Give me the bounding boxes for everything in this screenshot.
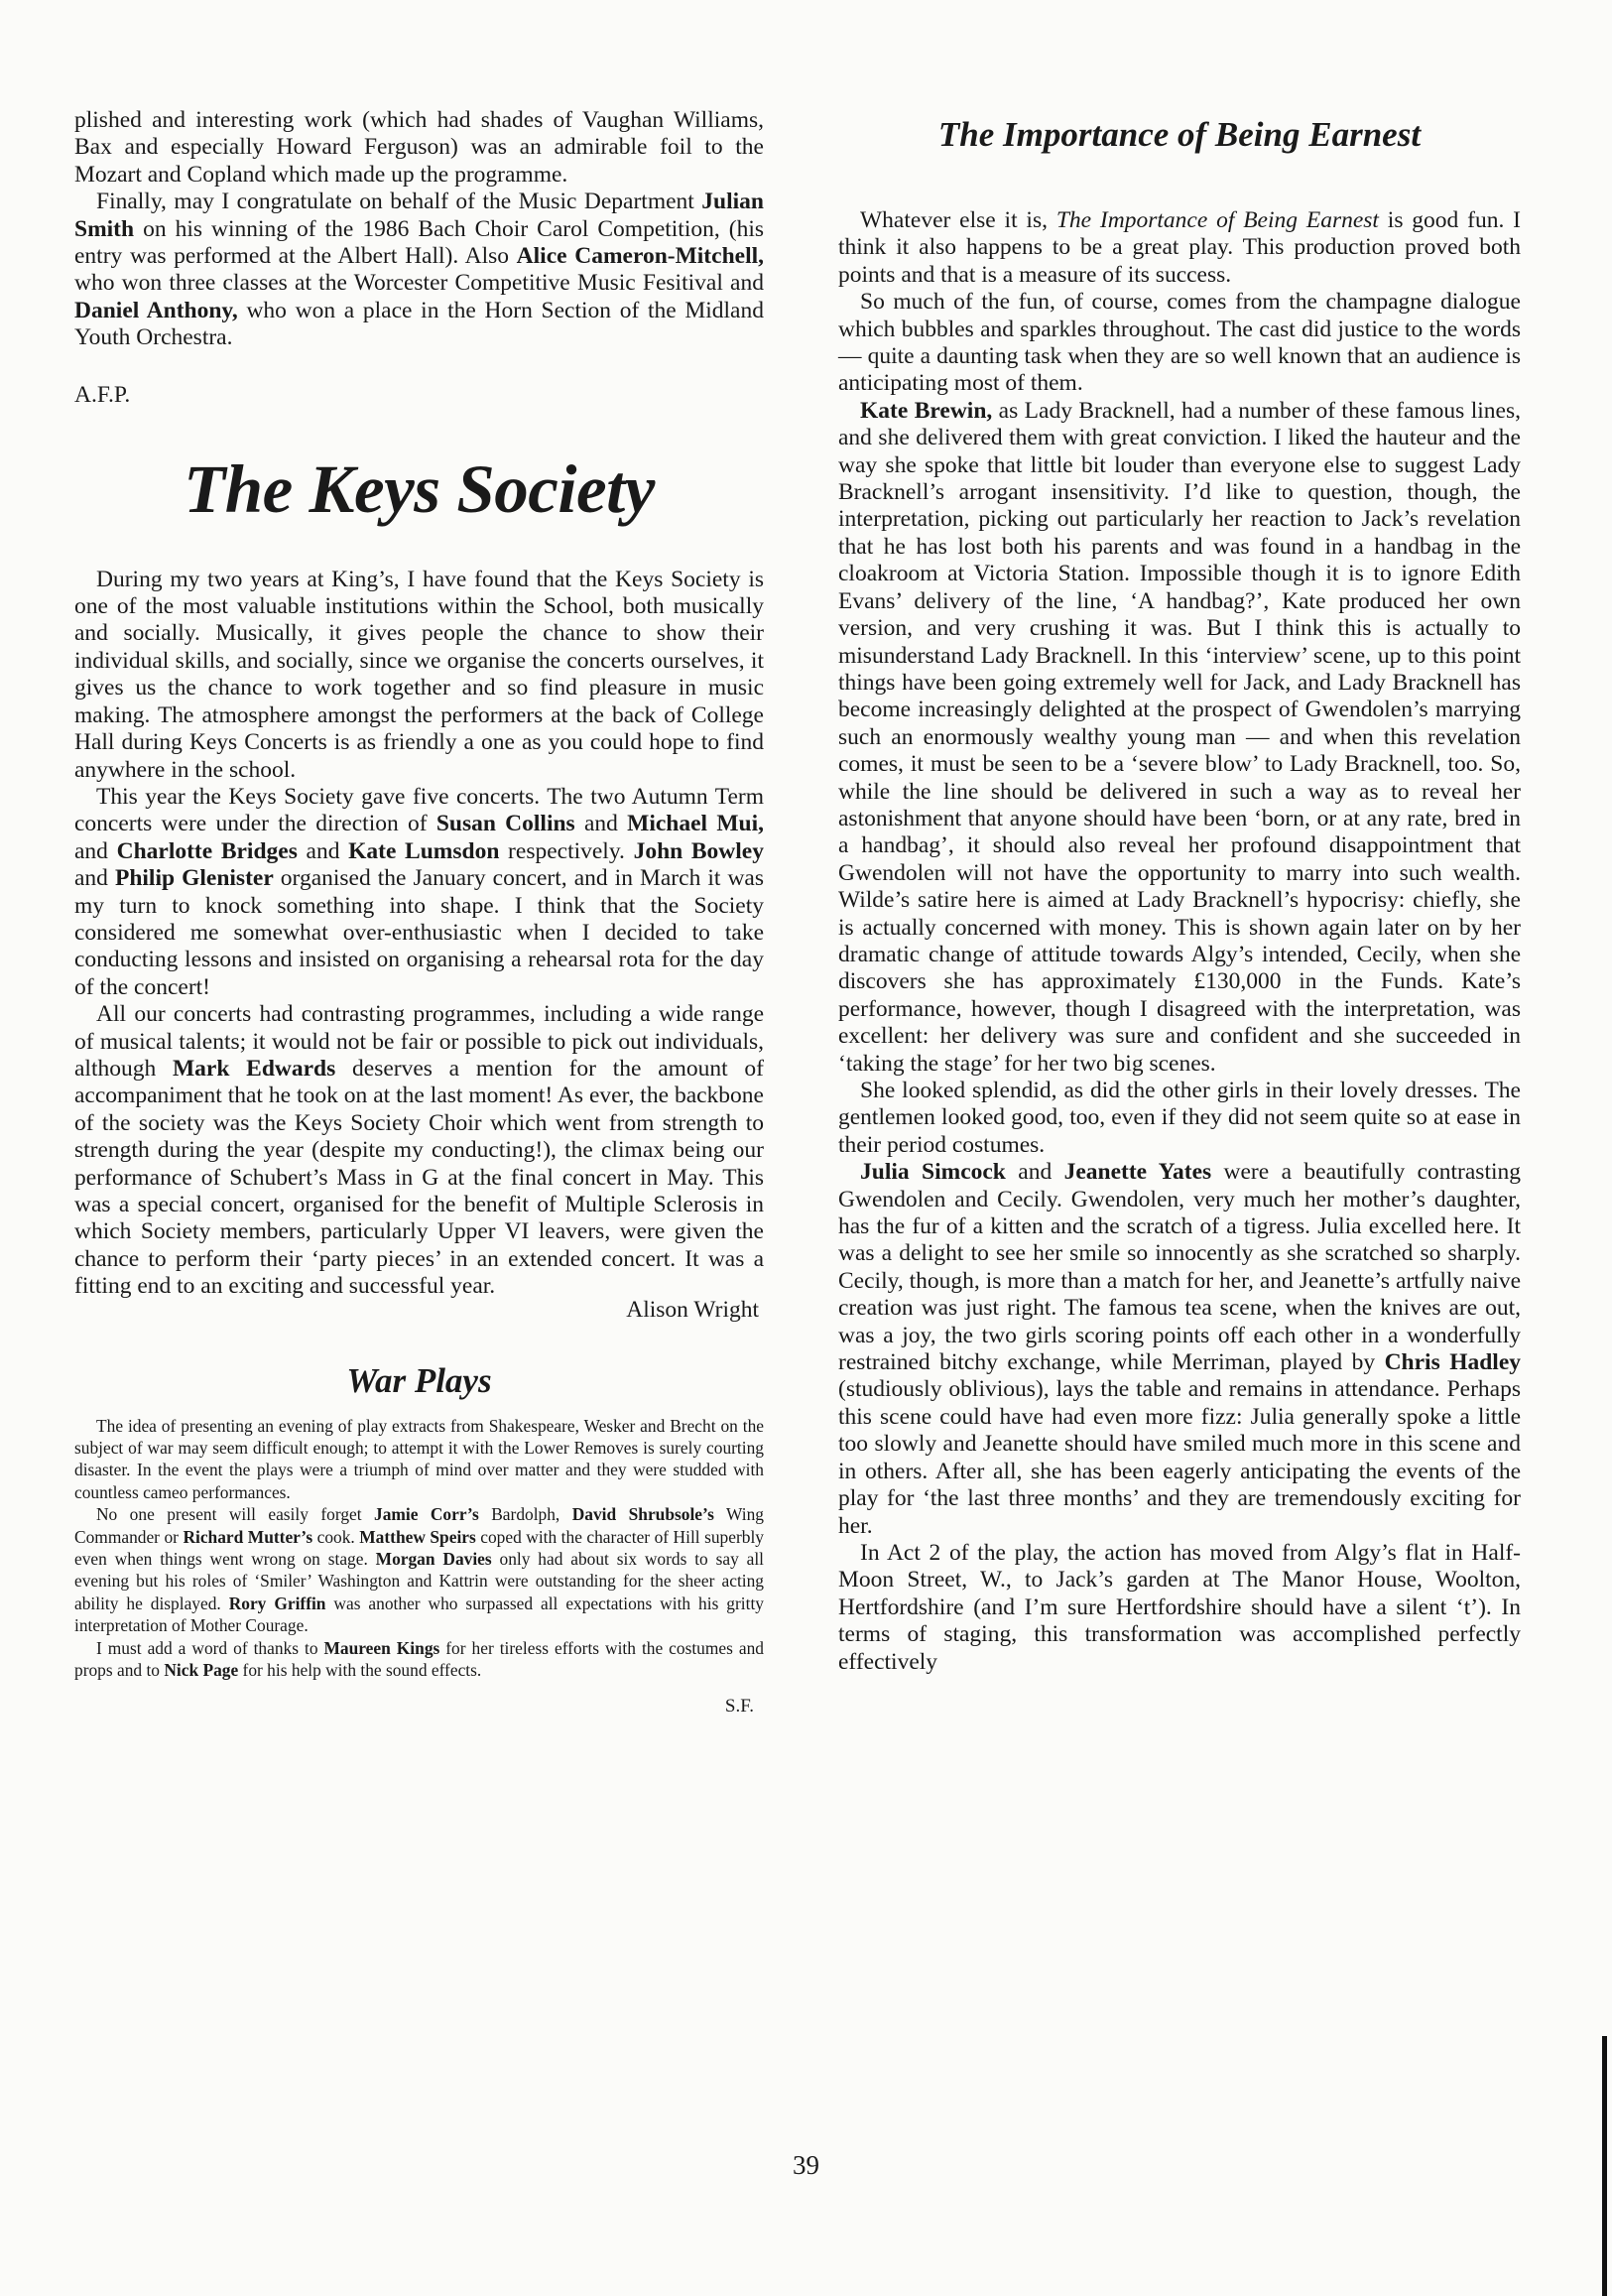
page-number: 39 bbox=[793, 2150, 819, 2180]
war-signature: S.F. bbox=[724, 1695, 754, 1717]
keys-paragraph-2: This year the Keys Society gave five concerts. The two Autumn Term concerts were under the direction of Susan Collins and Michael Mui, and Charlotte Bridges and Kate Lumsdon respectively. John Bowley and Philip Glenister organised the January concert, and in March it was my turn to knock something into shape. I think that the Society considered me somewhat over-enthusiastic when I decided to take conducting lessons and insisted on organising a rehearsal rota for the day of the concert! bbox=[74, 783, 764, 1000]
war-paragraph-2: No one present will easily forget Jamie Corr’s Bardolph, David Shrubsole’s Wing Commander or Richard Mutter’s cook. Matthew Speirs coped with the character of Hill superbly even when things went wrong on stage. Morgan Davies only had about six words to say all evening but his roles of ‘Smiler’ Washington and Kattrin were outstanding for the sheer acting ability he displayed. Rory Griffin was another who surpassed all expectations with his gritty interpretation of Mother Courage. bbox=[74, 1504, 764, 1636]
music-paragraph-1: plished and interesting work (which had shades of Vaughan Williams, Bax and especially Howard Ferguson) was an admirable foil to the Mozart and Copland which made up the programme. bbox=[74, 107, 764, 188]
keys-paragraph-3: All our concerts had contrasting programmes, including a wide range of musical talents; it would not be fair or possible to pick out individuals, although Mark Edwards deserves a mention for the amount of accompaniment that he took on at the last moment! As ever, the backbone of the society was the Keys Society Choir which went from strength to strength during the year (despite my conducting!), the climax being our performance of Schubert’s Mass in G at the final concert in May. This was a special concert, organised for the benefit of Multiple Sclerosis in which Society members, particularly Upper VI leavers, were given the chance to perform their ‘party pieces’ in an extended concert. It was a fitting end to an exciting and successful year. bbox=[74, 1001, 765, 1300]
war-plays-article bbox=[74, 1415, 764, 1682]
war-paragraph-1: The idea of presenting an evening of play extracts from Shakespeare, Wesker and Brecht on the subject of war may seem difficult enough; to attempt it with the Lower Removes is surely courting disaster. In the event the plays were a triumph of mind over matter and they were studded with countless cameo performances. bbox=[74, 1415, 764, 1502]
music-report-continued bbox=[74, 107, 764, 352]
earnest-paragraph-1: Whatever else it is, The Importance of Being Earnest is good fun. I think it also happens to be a great play. This production proved both points and that is a measure of its success. bbox=[838, 207, 1521, 288]
keys-society-title: The Keys Society bbox=[184, 450, 655, 527]
earnest-review-article bbox=[838, 207, 1521, 1676]
page-edge-mark bbox=[1602, 2036, 1607, 2296]
earnest-review-title: The Importance of Being Earnest bbox=[937, 115, 1422, 154]
keys-paragraph-1: During my two years at King’s, I have found that the Keys Society is one of the most valuable institutions within the School, both musically and socially. Musically, it gives people the chance to show their individual skills, and socially, since we organise the concerts ourselves, it gives us the chance to work together and so find pleasure in music making. The atmosphere amongst the performers at the back of College Hall during Keys Concerts is as friendly a one as you could hope to find anywhere in the school. bbox=[74, 566, 764, 783]
earnest-paragraph-2: So much of the fun, of course, comes from the champagne dialogue which bubbles and sparkles throughout. The cast did justice to the words — quite a daunting task when they are so well known that an audience is anticipating most of them. bbox=[838, 289, 1521, 397]
earnest-paragraph-6: In Act 2 of the play, the action has moved from Algy’s flat in Half-Moon Street, W., to Jack’s garden at The Manor House, Woolton, Hertfordshire (and I’m sure Hertfordshire should have a silent ‘t’). In terms of staging, this transformation was accomplished perfectly effectively bbox=[838, 1539, 1521, 1675]
left-column bbox=[74, 107, 764, 1718]
right-column bbox=[838, 107, 1521, 1676]
earnest-paragraph-4: She looked splendid, as did the other girls in their lovely dresses. The gentlemen looked good, too, even if they did not seem quite so at ease in their period costumes. bbox=[838, 1078, 1521, 1158]
war-plays-title: War Plays bbox=[346, 1360, 492, 1400]
music-signature: A.F.P. bbox=[74, 381, 131, 408]
keys-society-article bbox=[74, 567, 764, 1301]
earnest-paragraph-5: Julia Simcock and Jeanette Yates were a beautifully contrasting Gwendolen and Cecily. Gwendolen, very much her mother’s daughter, has the fur of a kitten and the scratch of a tigress. Julia excelled here. It was a delight to see her smile so innocently as she scratched so sharply. Cecily, though, is more than a match for her, and Jeanette’s artfully naive creation was just right. The famous tea scene, when the knives are out, was a joy, the two girls scoring points off each other in a wonderfully restrained bitchy exchange, while Merriman, played by Chris Hadley (studiously oblivious), lays the table and remains in attendance. Perhaps this scene could have had even more fizz: Julia generally spoke a little too slowly and Jeanette should have smiled much more in this scene and in others. After all, she has been eagerly anticipating the events of the play for ‘the last three months’ and they are tremendously exciting for her. bbox=[838, 1159, 1521, 1539]
earnest-paragraph-3: Kate Brewin, as Lady Bracknell, had a number of these famous lines, and she delivered them with great conviction. I liked the hauteur and the way she spoke that little bit louder than everyone else to suggest Lady Bracknell’s arrogant insensitivity. I’d like to question, though, the interpretation, picking out particularly her reaction to Jack’s revelation that he has lost both his parents and was found in a handbag in the cloakroom at Victoria Station. Impossible though it is to ignore Edith Evans’ delivery of the line, ‘A handbag?’, Kate produced her own version, and very crushing it was. But I think this is actually to misunderstand Lady Bracknell. In this ‘interview’ scene, up to this point things have been going extremely well for Jack, and Lady Bracknell has become increasingly delighted at the prospect of Gwendolen’s marrying such an enormously wealthy young man — and when this revelation comes, it must be seen to be a ‘severe blow’ to Lady Bracknell, too. So, while the line should be delivered in such a way as to reveal her astonishment that anyone should have been ‘born, or at any rate, bred in a handbag’, it should also reveal her profound disappointment that Gwendolen will not have the opportunity to marry into such wealth. Wilde’s satire here is aimed at Lady Bracknell’s hypocrisy: chiefly, she is actually concerned with money. This is shown again later on by her dramatic change of attitude towards Algy’s intended, Cecily, when she discovers she has approximately £130,000 in the Funds. Kate’s performance, however, though I disagreed with the interpretation, was excellent: her delivery was sure and confident and she succeeded in ‘taking the stage’ for her two big scenes. bbox=[838, 397, 1522, 1077]
music-paragraph-2: Finally, may I congratulate on behalf of the Music Department Julian Smith on his winning of the 1986 Bach Choir Carol Competition, (his entry was performed at the Albert Hall). Also Alice Cameron-Mitchell, who won three classes at the Worcester Competitive Music Fesitival and Daniel Anthony, who won a place in the Horn Section of the Midland Youth Orchestra. bbox=[74, 189, 765, 351]
war-paragraph-3: I must add a word of thanks to Maureen Kings for her tireless efforts with the costumes and props and to Nick Page for his help with the sound effects. bbox=[74, 1637, 764, 1681]
keys-signature: Alison Wright bbox=[626, 1296, 759, 1323]
